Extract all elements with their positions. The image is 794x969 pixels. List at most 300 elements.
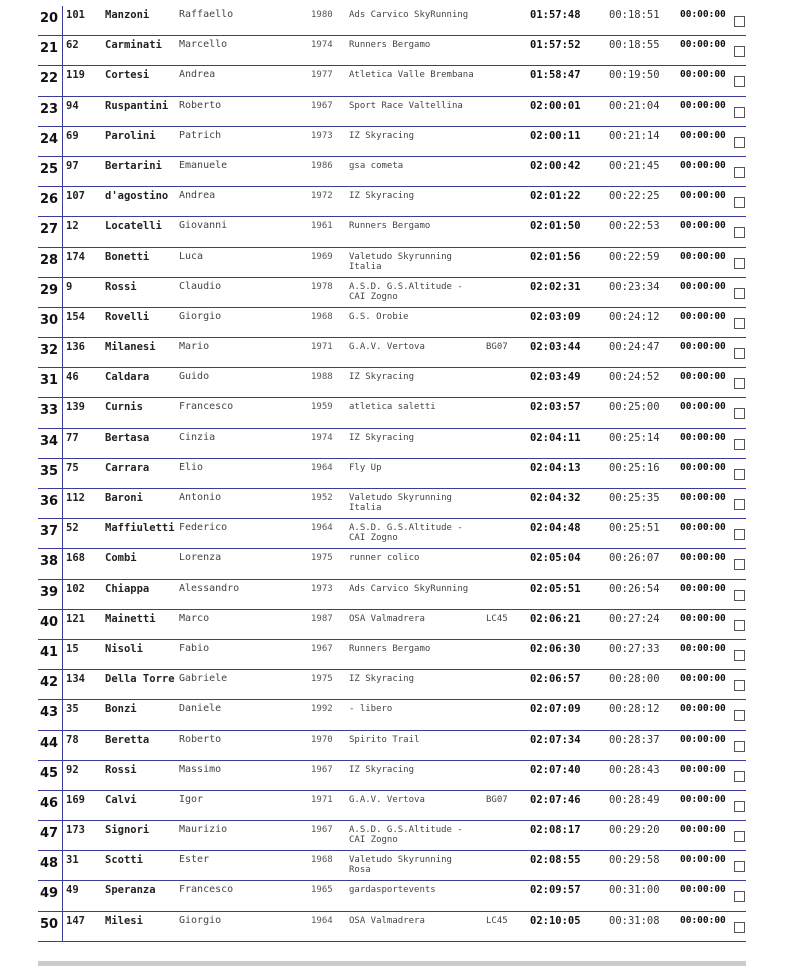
row-checkbox[interactable] (734, 439, 745, 450)
first-name: Mario (179, 341, 210, 353)
first-name: Patrich (179, 129, 222, 141)
gap-time: 00:31:08 (609, 914, 660, 927)
birth-year: 1973 (311, 130, 333, 141)
position-number: 50 (40, 916, 59, 932)
position-number: 29 (40, 282, 59, 298)
bib-number: 15 (66, 642, 79, 655)
gap-time: 00:21:04 (609, 99, 660, 112)
team-name: G.A.V. Vertova (349, 794, 425, 805)
last-name: Chiappa (105, 582, 150, 595)
table-row (38, 731, 746, 761)
table-row (38, 157, 746, 187)
position-number: 43 (40, 705, 59, 721)
team-name: Runners Bergamo (349, 643, 431, 654)
table-row (38, 66, 746, 96)
row-checkbox[interactable] (734, 16, 745, 27)
team-name: Valetudo Skyrunning Rosa (349, 855, 452, 876)
gap-time: 00:23:34 (609, 280, 660, 293)
finish-time: 02:00:01 (530, 99, 581, 112)
row-checkbox[interactable] (734, 741, 745, 752)
position-number: 23 (40, 101, 59, 117)
bib-number: 119 (66, 69, 85, 82)
team-name: IZ Skyracing (349, 674, 415, 685)
row-checkbox[interactable] (734, 831, 745, 842)
row-checkbox[interactable] (734, 137, 745, 148)
first-name: Igor (179, 793, 204, 805)
position-number: 34 (40, 433, 59, 449)
finish-time: 02:07:46 (530, 793, 581, 806)
gap-time: 00:27:24 (609, 612, 660, 625)
penalty-time: 00:00:00 (680, 310, 726, 322)
row-checkbox[interactable] (734, 801, 745, 812)
birth-year: 1987 (311, 613, 333, 624)
last-name: Nisoli (105, 642, 143, 655)
table-row (38, 429, 746, 459)
table-row (38, 248, 746, 278)
row-checkbox[interactable] (734, 167, 745, 178)
penalty-time: 00:00:00 (680, 371, 726, 383)
table-row (38, 519, 746, 549)
finish-time: 01:57:48 (530, 9, 581, 21)
row-checkbox[interactable] (734, 258, 745, 269)
last-name: Della Torre (105, 673, 175, 686)
gap-time: 00:21:14 (609, 129, 660, 142)
table-row (38, 308, 746, 338)
position-number: 46 (40, 795, 59, 811)
row-checkbox[interactable] (734, 408, 745, 419)
birth-year: 1986 (311, 160, 333, 171)
penalty-time: 00:00:00 (680, 854, 726, 866)
row-checkbox[interactable] (734, 650, 745, 661)
gap-time: 00:24:47 (609, 341, 660, 354)
birth-year: 1952 (311, 493, 333, 503)
first-name: Marco (179, 612, 210, 624)
table-row (38, 459, 746, 489)
finish-time: 02:07:34 (530, 733, 581, 746)
penalty-time: 00:00:00 (680, 461, 726, 473)
gap-time: 00:25:14 (609, 431, 660, 444)
table-row (38, 610, 746, 640)
last-name: Baroni (105, 492, 143, 504)
penalty-time: 00:00:00 (680, 159, 726, 171)
gap-time: 00:18:55 (609, 39, 660, 52)
bib-number: 77 (66, 431, 79, 444)
penalty-time: 00:00:00 (680, 763, 726, 775)
position-number: 21 (40, 41, 59, 57)
gap-time: 00:29:20 (609, 824, 660, 837)
finish-time: 02:08:55 (530, 854, 581, 867)
finish-time: 02:01:50 (530, 220, 581, 233)
finish-time: 02:04:48 (530, 522, 581, 535)
category-code: LC45 (486, 613, 508, 624)
last-name: Scotti (105, 854, 143, 867)
team-name: Atletica Valle Brembana (349, 70, 474, 81)
finish-time: 02:04:13 (530, 461, 581, 474)
birth-year: 1973 (311, 583, 333, 594)
gap-time: 00:24:12 (609, 310, 660, 323)
team-name: A.S.D. G.S.Altitude - CAI Zogno (349, 281, 463, 302)
first-name: Maurizio (179, 824, 228, 836)
birth-year: 1967 (311, 643, 333, 654)
birth-year: 1969 (311, 251, 333, 262)
first-name: Giorgio (179, 914, 222, 926)
team-name: Sport Race Valtellina (349, 100, 463, 111)
penalty-time: 00:00:00 (680, 703, 726, 715)
last-name: d'agostino (105, 190, 169, 203)
birth-year: 1972 (311, 191, 333, 202)
table-row (38, 580, 746, 610)
position-number: 42 (40, 675, 59, 691)
row-checkbox[interactable] (734, 499, 745, 510)
table-row (38, 700, 746, 730)
birth-year: 1971 (311, 794, 333, 805)
position-number: 33 (40, 403, 59, 419)
position-number: 32 (40, 343, 59, 359)
birth-year: 1975 (311, 674, 333, 685)
last-name: Bonetti (105, 250, 150, 263)
bib-number: 12 (66, 220, 79, 233)
penalty-time: 00:00:00 (680, 401, 726, 413)
birth-year: 1965 (311, 885, 333, 896)
row-checkbox[interactable] (734, 680, 745, 691)
team-name: IZ Skyracing (349, 764, 415, 775)
gap-time: 00:25:00 (609, 401, 660, 414)
finish-time: 02:02:31 (530, 280, 581, 293)
gap-time: 00:25:35 (609, 492, 660, 504)
table-row (38, 670, 746, 700)
position-number: 47 (40, 826, 59, 842)
gap-time: 00:25:16 (609, 461, 660, 474)
row-checkbox[interactable] (734, 559, 745, 570)
position-number: 30 (40, 312, 59, 328)
finish-time: 02:08:17 (530, 824, 581, 837)
team-name: gsa cometa (349, 160, 404, 171)
row-checkbox[interactable] (734, 710, 745, 721)
finish-time: 02:10:05 (530, 914, 581, 927)
bib-number: 174 (66, 250, 85, 263)
row-checkbox[interactable] (734, 529, 745, 540)
birth-year: 1977 (311, 70, 333, 81)
table-row (38, 278, 746, 308)
last-name: Rossi (105, 280, 137, 293)
bib-number: 173 (66, 824, 85, 837)
birth-year: 1964 (311, 523, 333, 534)
bib-number: 169 (66, 793, 85, 806)
first-name: Daniele (179, 703, 222, 715)
row-checkbox[interactable] (734, 46, 745, 57)
finish-time: 02:01:22 (530, 190, 581, 203)
first-name: Massimo (179, 763, 222, 775)
last-name: Signori (105, 824, 150, 837)
first-name: Guido (179, 371, 210, 383)
gap-time: 00:28:43 (609, 763, 660, 776)
bib-number: 101 (66, 9, 85, 21)
team-name: Ads Carvico SkyRunning (349, 583, 469, 594)
last-name: Speranza (105, 884, 156, 897)
birth-year: 1988 (311, 372, 333, 383)
birth-year: 1959 (311, 402, 333, 413)
finish-time: 02:04:32 (530, 492, 581, 504)
birth-year: 1980 (311, 10, 333, 20)
row-checkbox[interactable] (734, 891, 745, 902)
birth-year: 1974 (311, 40, 333, 51)
row-checkbox[interactable] (734, 318, 745, 329)
bib-number: 139 (66, 401, 85, 414)
team-name: OSA Valmadrera (349, 915, 425, 926)
gap-time: 00:26:54 (609, 582, 660, 595)
position-number: 31 (40, 373, 59, 389)
finish-time: 02:00:11 (530, 129, 581, 142)
scrollbar-track[interactable] (38, 961, 746, 966)
row-checkbox[interactable] (734, 197, 745, 208)
team-name: IZ Skyracing (349, 191, 415, 202)
bib-number: 46 (66, 371, 79, 384)
finish-time: 02:06:21 (530, 612, 581, 625)
birth-year: 1961 (311, 221, 333, 232)
position-number: 41 (40, 644, 59, 660)
table-row (38, 398, 746, 428)
bib-number: 154 (66, 310, 85, 323)
last-name: Bertasa (105, 431, 150, 444)
bib-number: 52 (66, 522, 79, 535)
first-name: Gabriele (179, 673, 228, 685)
gap-time: 00:19:50 (609, 69, 660, 82)
finish-time: 02:03:49 (530, 371, 581, 384)
gap-time: 00:27:33 (609, 642, 660, 655)
gap-time: 00:22:25 (609, 190, 660, 203)
penalty-time: 00:00:00 (680, 552, 726, 564)
row-checkbox[interactable] (734, 378, 745, 389)
birth-year: 1967 (311, 764, 333, 775)
team-name: runner colico (349, 553, 420, 564)
birth-year: 1992 (311, 704, 333, 715)
birth-year: 1967 (311, 825, 333, 836)
first-name: Claudio (179, 280, 222, 292)
finish-time: 02:05:04 (530, 552, 581, 565)
first-name: Andrea (179, 69, 216, 81)
team-name: Valetudo Skyrunning Italia (349, 251, 452, 272)
team-name: G.A.V. Vertova (349, 342, 425, 353)
gap-time: 00:22:59 (609, 250, 660, 263)
last-name: Manzoni (105, 9, 150, 21)
position-number: 40 (40, 614, 59, 630)
first-name: Giovanni (179, 220, 228, 232)
penalty-time: 00:00:00 (680, 129, 726, 141)
first-name: Antonio (179, 492, 222, 503)
position-number: 25 (40, 161, 59, 177)
row-checkbox[interactable] (734, 620, 745, 631)
bib-number: 102 (66, 582, 85, 595)
table-row (38, 187, 746, 217)
last-name: Caldara (105, 371, 150, 384)
position-number: 48 (40, 856, 59, 872)
birth-year: 1964 (311, 915, 333, 926)
last-name: Cortesi (105, 69, 150, 82)
bib-number: 78 (66, 733, 79, 746)
gap-time: 00:28:37 (609, 733, 660, 746)
gap-time: 00:31:00 (609, 884, 660, 897)
table-row (38, 851, 746, 881)
bib-number: 31 (66, 854, 79, 867)
gap-time: 00:29:58 (609, 854, 660, 867)
team-name: IZ Skyracing (349, 130, 415, 141)
first-name: Giorgio (179, 310, 222, 322)
penalty-time: 00:00:00 (680, 582, 726, 594)
gap-time: 00:24:52 (609, 371, 660, 384)
table-row (38, 640, 746, 670)
first-name: Roberto (179, 99, 222, 111)
gap-time: 00:22:53 (609, 220, 660, 233)
table-row (38, 127, 746, 157)
last-name: Locatelli (105, 220, 162, 233)
first-name: Emanuele (179, 159, 228, 171)
bib-number: 107 (66, 190, 85, 203)
last-name: Bertarini (105, 159, 162, 172)
table-row (38, 217, 746, 247)
last-name: Combi (105, 552, 137, 565)
gap-time: 00:21:45 (609, 159, 660, 172)
team-name: A.S.D. G.S.Altitude - CAI Zogno (349, 523, 463, 544)
category-code: BG07 (486, 794, 508, 805)
penalty-time: 00:00:00 (680, 824, 726, 836)
results-table (38, 6, 746, 942)
penalty-time: 00:00:00 (680, 431, 726, 443)
row-checkbox[interactable] (734, 227, 745, 238)
row-checkbox[interactable] (734, 469, 745, 480)
finish-time: 02:03:44 (530, 341, 581, 354)
first-name: Luca (179, 250, 204, 262)
first-name: Roberto (179, 733, 222, 745)
gap-time: 00:25:51 (609, 522, 660, 535)
table-row (38, 791, 746, 821)
team-name: OSA Valmadrera (349, 613, 425, 624)
row-checkbox[interactable] (734, 288, 745, 299)
gap-time: 00:26:07 (609, 552, 660, 565)
row-checkbox[interactable] (734, 348, 745, 359)
bib-number: 97 (66, 159, 79, 172)
penalty-time: 00:00:00 (680, 190, 726, 202)
last-name: Calvi (105, 793, 137, 806)
penalty-time: 00:00:00 (680, 673, 726, 685)
penalty-time: 00:00:00 (680, 914, 726, 926)
finish-time: 02:07:09 (530, 703, 581, 716)
first-name: Lorenza (179, 552, 222, 564)
penalty-time: 00:00:00 (680, 612, 726, 624)
last-name: Rossi (105, 763, 137, 776)
team-name: G.S. Orobie (349, 311, 409, 322)
gap-time: 00:28:49 (609, 793, 660, 806)
birth-year: 1974 (311, 432, 333, 443)
bib-number: 62 (66, 39, 79, 52)
first-name: Marcello (179, 39, 228, 51)
team-name: A.S.D. G.S.Altitude - CAI Zogno (349, 825, 463, 846)
position-number: 45 (40, 765, 59, 781)
position-number: 26 (40, 192, 59, 208)
last-name: Ruspantini (105, 99, 169, 112)
bib-number: 112 (66, 492, 85, 504)
row-checkbox[interactable] (734, 861, 745, 872)
finish-time: 02:01:56 (530, 250, 581, 263)
gap-time: 00:28:00 (609, 673, 660, 686)
team-name: Ads Carvico SkyRunning (349, 10, 469, 20)
penalty-time: 00:00:00 (680, 492, 726, 503)
bib-number: 35 (66, 703, 79, 716)
bib-number: 136 (66, 341, 85, 354)
birth-year: 1971 (311, 342, 333, 353)
table-row (38, 821, 746, 851)
bib-number: 9 (66, 280, 73, 293)
penalty-time: 00:00:00 (680, 39, 726, 51)
last-name: Rovelli (105, 310, 150, 323)
team-name: IZ Skyracing (349, 372, 415, 383)
bib-number: 168 (66, 552, 85, 565)
row-checkbox[interactable] (734, 771, 745, 782)
position-number: 22 (40, 71, 59, 87)
finish-time: 02:03:09 (530, 310, 581, 323)
row-checkbox[interactable] (734, 922, 745, 933)
team-name: Runners Bergamo (349, 40, 431, 51)
finish-time: 01:58:47 (530, 69, 581, 82)
gap-time: 00:28:12 (609, 703, 660, 716)
last-name: Milanesi (105, 341, 156, 354)
table-row (38, 489, 746, 519)
birth-year: 1968 (311, 855, 333, 866)
bib-number: 121 (66, 612, 85, 625)
position-number: 44 (40, 735, 59, 751)
row-checkbox[interactable] (734, 590, 745, 601)
first-name: Alessandro (179, 582, 240, 594)
category-code: BG07 (486, 342, 508, 353)
penalty-time: 00:00:00 (680, 733, 726, 745)
table-row (38, 6, 746, 36)
position-number: 39 (40, 584, 59, 600)
finish-time: 02:04:11 (530, 431, 581, 444)
team-name: IZ Skyracing (349, 432, 415, 443)
birth-year: 1975 (311, 553, 333, 564)
finish-time: 02:09:57 (530, 884, 581, 897)
bib-number: 147 (66, 914, 85, 927)
position-number: 36 (40, 494, 59, 509)
table-row (38, 368, 746, 398)
position-number: 38 (40, 554, 59, 570)
bib-number: 75 (66, 461, 79, 474)
finish-time: 02:03:57 (530, 401, 581, 414)
position-number: 27 (40, 222, 59, 238)
table-row (38, 97, 746, 127)
penalty-time: 00:00:00 (680, 280, 726, 292)
penalty-time: 00:00:00 (680, 793, 726, 805)
last-name: Mainetti (105, 612, 156, 625)
position-number: 20 (40, 11, 59, 26)
team-name: Runners Bergamo (349, 221, 431, 232)
position-number: 24 (40, 131, 59, 147)
birth-year: 1964 (311, 462, 333, 473)
position-number: 35 (40, 463, 59, 479)
birth-year: 1967 (311, 100, 333, 111)
team-name: Fly Up (349, 462, 382, 473)
row-checkbox[interactable] (734, 107, 745, 118)
table-row (38, 912, 746, 942)
finish-time: 02:07:40 (530, 763, 581, 776)
position-number: 49 (40, 886, 59, 902)
position-number: 37 (40, 524, 59, 540)
team-name: Valetudo Skyrunning Italia (349, 493, 452, 513)
first-name: Cinzia (179, 431, 216, 443)
first-name: Elio (179, 461, 204, 473)
penalty-time: 00:00:00 (680, 220, 726, 232)
bib-number: 69 (66, 129, 79, 142)
row-checkbox[interactable] (734, 76, 745, 87)
